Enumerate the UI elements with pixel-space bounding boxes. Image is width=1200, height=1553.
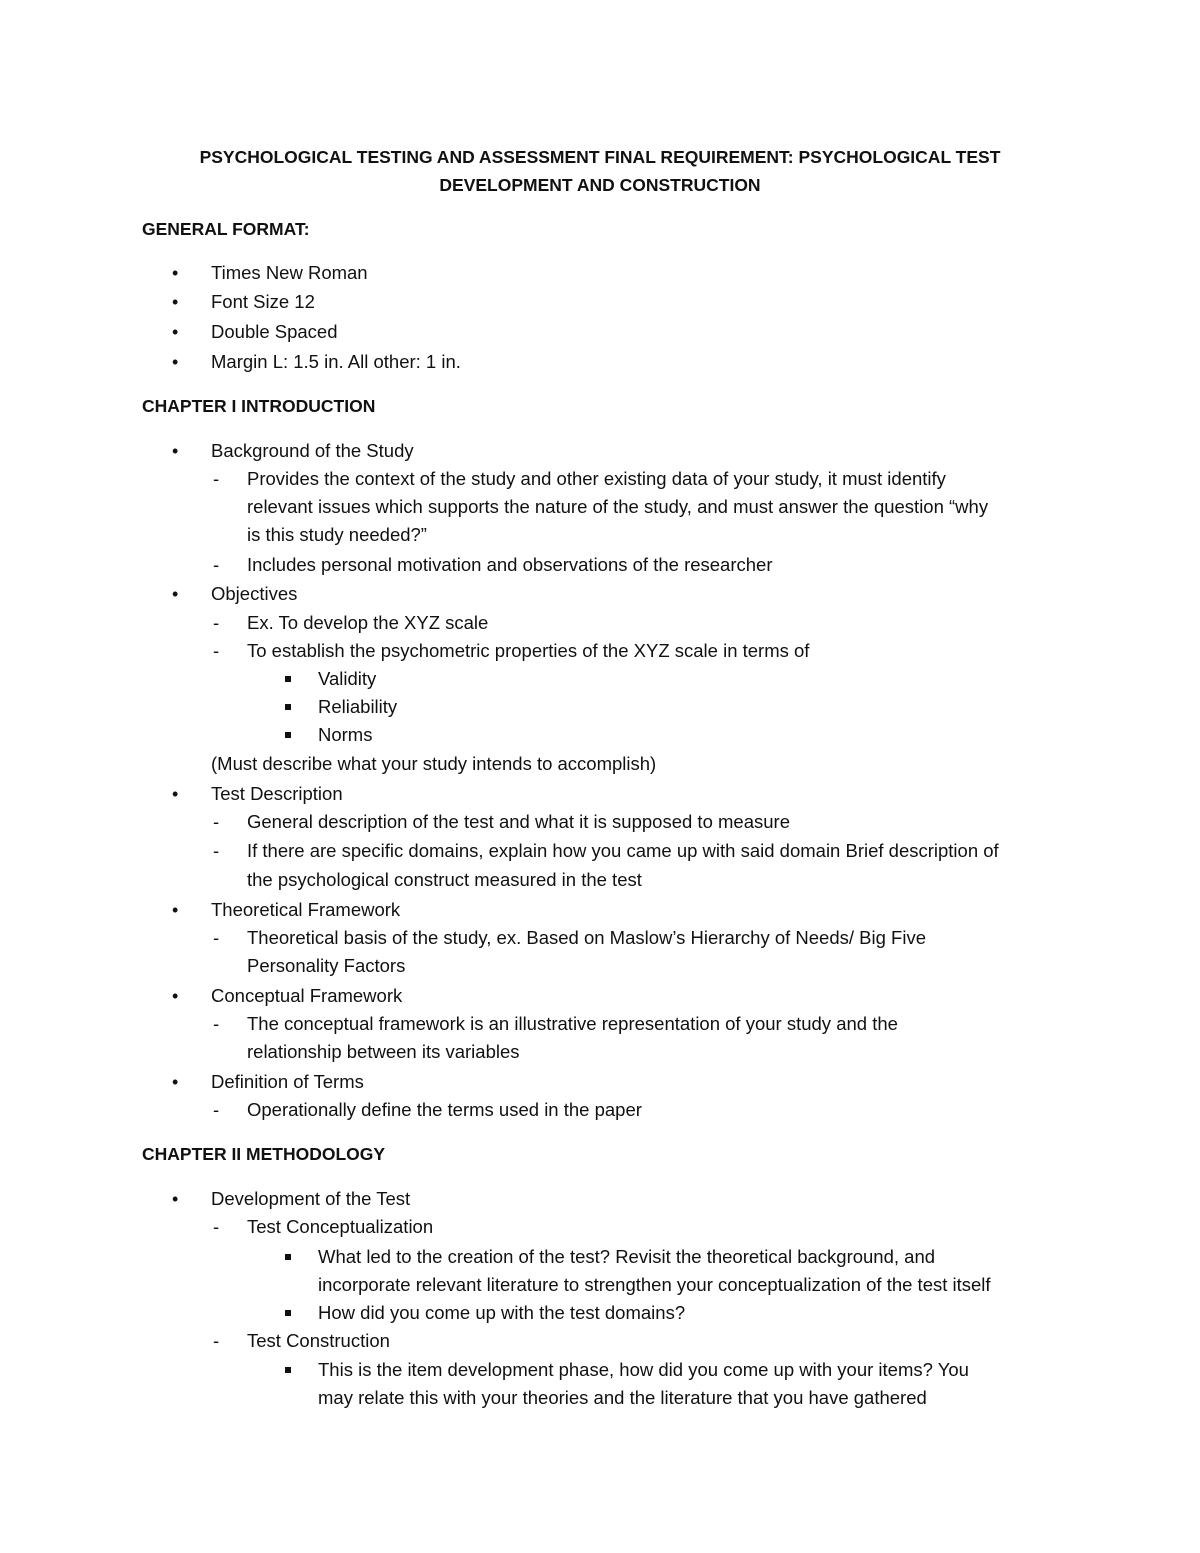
document-title-line2: DEVELOPMENT AND CONSTRUCTION [439,175,761,195]
conceptualization-question: What led to the creation of the test? Revisit the theoretical background, and [318,1246,936,1267]
square-bullet [285,704,291,710]
dash-marker: - [213,640,220,661]
test-description-text: General description of the test and what it is supposed to measure [247,811,790,832]
bullet-dot: • [172,263,179,283]
dash-marker: - [213,468,220,489]
dash-marker: - [213,811,220,832]
format-item: Font Size 12 [211,291,315,312]
dash-marker: - [213,1099,220,1120]
dash-marker: - [213,612,220,633]
conceptualization-question: incorporate relevant literature to strengthen your conceptualization of the test itself [318,1274,991,1295]
conceptual-text: The conceptual framework is an illustrative representation of your study and the [247,1013,898,1034]
conceptual-text: relationship between its variables [247,1041,520,1062]
background-label: Background of the Study [211,440,414,461]
construction-label: Test Construction [247,1330,390,1351]
bullet-dot: • [172,441,179,461]
property-item: Reliability [318,696,398,717]
chapter1-heading: CHAPTER I INTRODUCTION [142,396,376,416]
dash-marker: - [213,1330,220,1351]
format-item: Times New Roman [211,262,368,283]
test-description-text: the psychological construct measured in the test [247,869,642,890]
construction-question: This is the item development phase, how did you come up with your items? You [318,1359,969,1380]
test-description-label: Test Description [211,783,343,804]
chapter2-heading: CHAPTER II METHODOLOGY [142,1144,386,1164]
construction-question: may relate this with your theories and the literature that you have gathered [318,1387,927,1408]
theoretical-text: Theoretical basis of the study, ex. Based on Maslow’s Hierarchy of Needs/ Big Five [247,927,926,948]
background-text-line: Provides the context of the study and other existing data of your study, it must identify [247,468,946,489]
test-description-text: If there are specific domains, explain how you came up with said domain Brief description of [247,840,999,861]
square-bullet [285,1254,291,1260]
dash-marker: - [213,927,220,948]
conceptualization-label: Test Conceptualization [247,1216,434,1237]
conceptualization-question: How did you come up with the test domains? [318,1302,686,1323]
dash-marker: - [213,1216,220,1237]
bullet-dot: • [172,322,179,342]
conceptual-label: Conceptual Framework [211,985,403,1006]
bullet-dot: • [172,1189,179,1209]
objectives-note: (Must describe what your study intends to accomplish) [211,753,657,774]
bullet-dot: • [172,292,179,312]
dash-marker: - [213,1013,220,1034]
bullet-dot: • [172,900,179,920]
property-item: Validity [318,668,377,689]
bullet-dot: • [172,784,179,804]
definition-text: Operationally define the terms used in the paper [247,1099,642,1120]
bullet-dot: • [172,584,179,604]
development-label: Development of the Test [211,1188,411,1209]
square-bullet [285,732,291,738]
format-item: Margin L: 1.5 in. All other: 1 in. [211,351,461,372]
background-motivation: Includes personal motivation and observations of the researcher [247,554,773,575]
theoretical-text: Personality Factors [247,955,406,976]
format-item: Double Spaced [211,321,338,342]
general-format-heading: GENERAL FORMAT: [142,219,310,239]
document-title-line1: PSYCHOLOGICAL TESTING AND ASSESSMENT FINAL REQUIREMENT: PSYCHOLOGICAL TEST [199,147,1001,167]
background-text-line: is this study needed?” [247,524,427,545]
square-bullet [285,1367,291,1373]
objective-item: To establish the psychometric properties of the XYZ scale in terms of [247,640,810,661]
bullet-dot: • [172,986,179,1006]
definition-label: Definition of Terms [211,1071,364,1092]
bullet-dot: • [172,352,179,372]
objective-item: Ex. To develop the XYZ scale [247,612,489,633]
bullet-dot: • [172,1072,179,1092]
property-item: Norms [318,724,373,745]
background-text-line: relevant issues which supports the nature of the study, and must answer the question “why [247,496,989,517]
square-bullet [285,676,291,682]
dash-marker: - [213,840,220,861]
square-bullet [285,1310,291,1316]
theoretical-label: Theoretical Framework [211,899,401,920]
objectives-label: Objectives [211,583,298,604]
dash-marker: - [213,554,220,575]
